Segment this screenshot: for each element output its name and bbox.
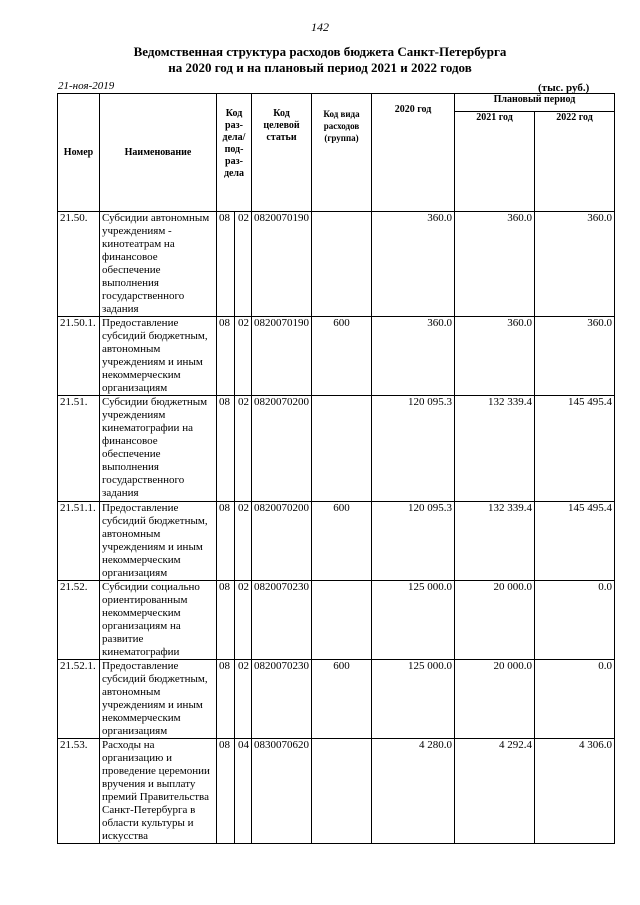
budget-table xyxy=(57,93,615,844)
row-name: Субсидии бюджетным учреждениям кинематографии на финансовое обеспечение выполнения государственного задания xyxy=(100,396,217,502)
row-target-code: 0820070230 xyxy=(252,581,312,660)
table-row xyxy=(58,317,615,396)
row-subsection: 02 xyxy=(235,317,252,396)
row-target-code: 0820070190 xyxy=(252,317,312,396)
row-section: 08 xyxy=(217,581,235,660)
row-number: 21.50.1. xyxy=(58,317,100,396)
row-section: 08 xyxy=(217,212,235,317)
row-section: 08 xyxy=(217,396,235,502)
row-value-2020: 120 095.3 xyxy=(372,502,455,581)
row-value-2021: 4 292.4 xyxy=(455,739,535,844)
table-row xyxy=(58,212,615,317)
header-section-code: Код раз-дела/ под-раз-дела xyxy=(217,94,252,212)
row-value-2021: 360.0 xyxy=(455,212,535,317)
title-line-1: Ведомственная структура расходов бюджета Санкт-Петербурга xyxy=(133,44,507,59)
row-target-code: 0820070200 xyxy=(252,502,312,581)
row-name: Предоставление субсидий бюджетным, автономным учреждениям и иным некоммерческим организациям xyxy=(100,502,217,581)
units-label: (тыс. руб.) xyxy=(538,82,590,94)
row-target-code: 0820070190 xyxy=(252,212,312,317)
row-value-2022: 145 495.4 xyxy=(535,396,615,502)
row-section: 08 xyxy=(217,502,235,581)
row-value-2021: 20 000.0 xyxy=(455,660,535,739)
row-number: 21.52. xyxy=(58,581,100,660)
row-value-2021: 20 000.0 xyxy=(455,581,535,660)
row-expense-code xyxy=(312,396,372,502)
table-row xyxy=(58,739,615,844)
header-name: Наименование xyxy=(100,94,217,212)
page-number: 142 xyxy=(311,20,329,34)
table-row xyxy=(58,502,615,581)
row-number: 21.51. xyxy=(58,396,100,502)
row-value-2020: 360.0 xyxy=(372,212,455,317)
header-plan-period: Плановый период xyxy=(455,94,615,112)
row-value-2021: 132 339.4 xyxy=(455,396,535,502)
row-subsection: 02 xyxy=(235,660,252,739)
row-value-2021: 360.0 xyxy=(455,317,535,396)
header-2020: 2020 год xyxy=(372,94,455,212)
row-name: Расходы на организацию и проведение церемонии вручения и выплату премий Правительства Санкт-Петербурга в области культуры и искусства xyxy=(100,739,217,844)
row-subsection: 04 xyxy=(235,739,252,844)
row-value-2020: 120 095.3 xyxy=(372,396,455,502)
table-row xyxy=(58,660,615,739)
header-target-code: Код целевой статьи xyxy=(252,94,312,212)
row-subsection: 02 xyxy=(235,396,252,502)
title-line-2: на 2020 год и на плановый период 2021 и 2022 годов xyxy=(168,60,472,75)
row-target-code: 0820070230 xyxy=(252,660,312,739)
row-value-2020: 125 000.0 xyxy=(372,581,455,660)
row-name: Субсидии социально ориентированным некоммерческим организациям на развитие кинематографии xyxy=(100,581,217,660)
row-name: Предоставление субсидий бюджетным, автономным учреждениям и иным некоммерческим организациям xyxy=(100,317,217,396)
row-subsection: 02 xyxy=(235,212,252,317)
row-expense-code xyxy=(312,581,372,660)
header-2022: 2022 год xyxy=(535,112,615,212)
row-target-code: 0830070620 xyxy=(252,739,312,844)
row-expense-code: 600 xyxy=(312,660,372,739)
row-value-2020: 360.0 xyxy=(372,317,455,396)
row-subsection: 02 xyxy=(235,502,252,581)
row-value-2022: 360.0 xyxy=(535,317,615,396)
row-number: 21.52.1. xyxy=(58,660,100,739)
document-date: 21-ноя-2019 xyxy=(58,80,115,92)
table-row xyxy=(58,396,615,502)
row-name: Предоставление субсидий бюджетным, автономным учреждениям и иным некоммерческим организациям xyxy=(100,660,217,739)
row-value-2021: 132 339.4 xyxy=(455,502,535,581)
row-target-code: 0820070200 xyxy=(252,396,312,502)
row-expense-code: 600 xyxy=(312,502,372,581)
row-value-2020: 4 280.0 xyxy=(372,739,455,844)
row-value-2022: 145 495.4 xyxy=(535,502,615,581)
header-2021: 2021 год xyxy=(455,112,535,212)
header-number: Номер xyxy=(58,94,100,212)
row-expense-code xyxy=(312,212,372,317)
row-value-2022: 0.0 xyxy=(535,581,615,660)
row-value-2022: 360.0 xyxy=(535,212,615,317)
header-expense-code: Код вида расходов (группа) xyxy=(312,94,372,212)
page-title xyxy=(0,44,640,76)
row-expense-code: 600 xyxy=(312,317,372,396)
row-value-2022: 0.0 xyxy=(535,660,615,739)
row-section: 08 xyxy=(217,739,235,844)
table-body xyxy=(58,212,615,844)
row-number: 21.53. xyxy=(58,739,100,844)
row-number: 21.51.1. xyxy=(58,502,100,581)
row-section: 08 xyxy=(217,317,235,396)
row-value-2022: 4 306.0 xyxy=(535,739,615,844)
row-expense-code xyxy=(312,739,372,844)
row-value-2020: 125 000.0 xyxy=(372,660,455,739)
table-row xyxy=(58,581,615,660)
row-section: 08 xyxy=(217,660,235,739)
row-number: 21.50. xyxy=(58,212,100,317)
row-subsection: 02 xyxy=(235,581,252,660)
row-name: Субсидии автономным учреждениям - кинотеатрам на финансовое обеспечение выполнения государственного задания xyxy=(100,212,217,317)
